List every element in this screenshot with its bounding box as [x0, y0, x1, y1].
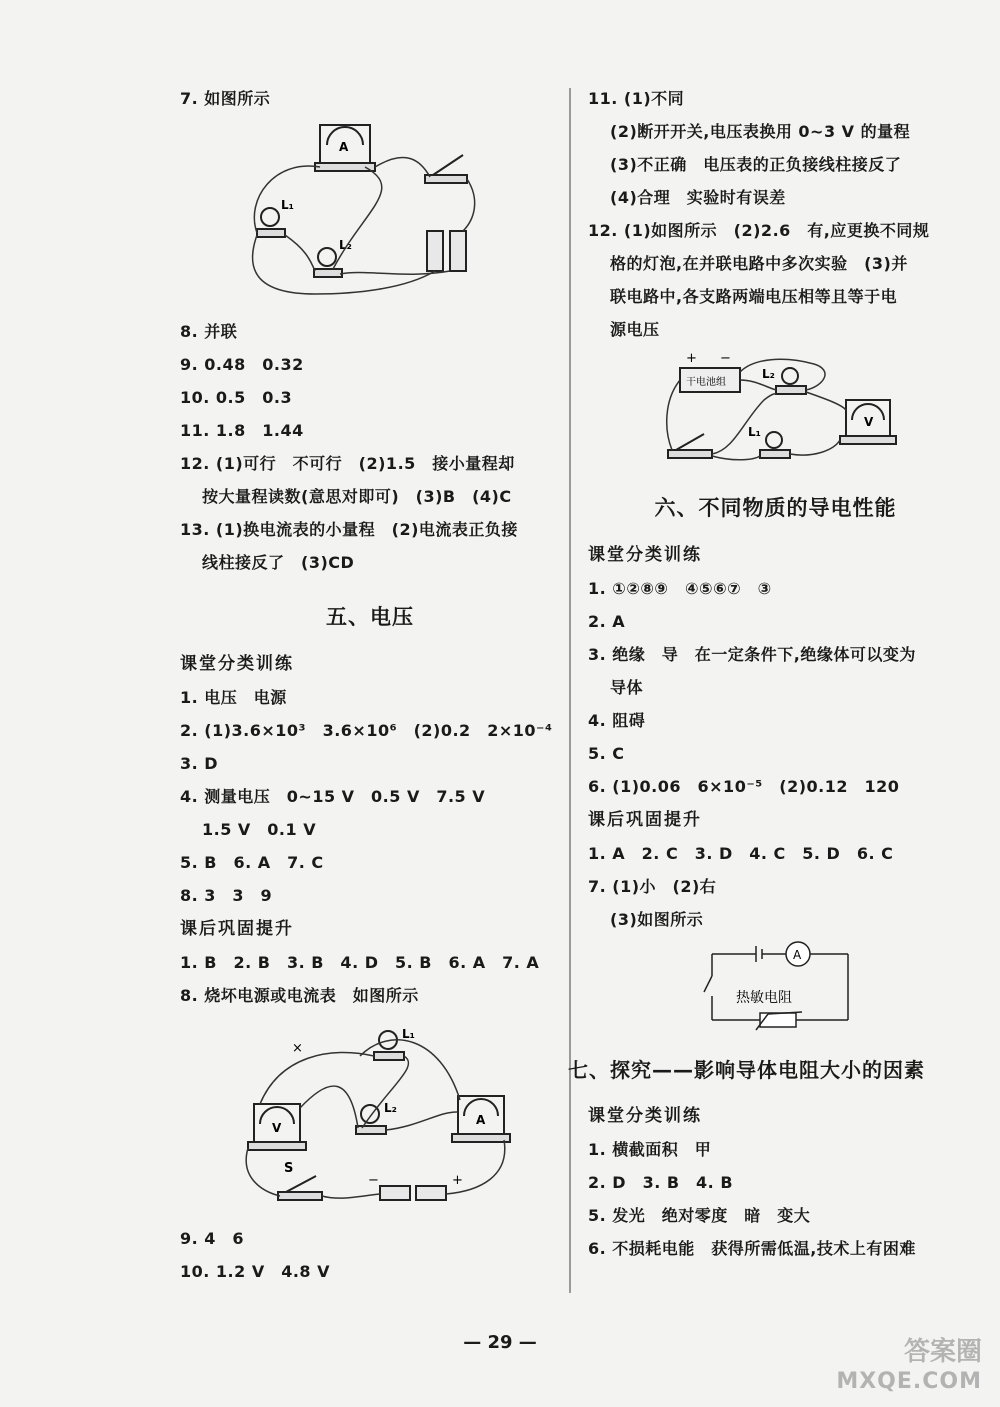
- answer-s4-line1: 4. 测量电压 0~15 V 0.5 V 7.5 V: [180, 787, 486, 806]
- answer-10: 10. 0.5 0.3: [180, 388, 293, 407]
- right-column: [568, 82, 963, 1265]
- answer-s6: 6. (1)0.06 6×10⁻⁵ (2)0.12 120: [588, 777, 900, 796]
- lamp1-label: L₁: [402, 1027, 415, 1041]
- answer-t2-4: 2. D 3. B 4. B: [588, 1173, 734, 1192]
- answer-s1: 1. 电压 电源: [180, 688, 287, 707]
- battery-box-label: 干电池组: [686, 377, 726, 388]
- column-divider: [569, 88, 571, 1293]
- answer-12-line1: 12. (1)可行 不可行 (2)1.5 接小量程却: [180, 454, 515, 473]
- answer-11-line2: (2)断开开关,电压表换用 0~3 V 的量程: [610, 122, 911, 141]
- circuit-figure-7: [235, 119, 495, 309]
- section-title-resistance-factors: 七、探究——影响导体电阻大小的因素: [568, 1058, 925, 1082]
- lamp-l1: [760, 432, 790, 458]
- answer-s4: 4. 阻碍: [588, 711, 646, 730]
- circuit-loop: [704, 946, 848, 1020]
- answer-12-line2: 格的灯泡,在并联电路中多次实验 (3)并: [610, 254, 908, 273]
- switch: [278, 1176, 322, 1200]
- answer-13-line2: 线柱接反了 (3)CD: [202, 553, 355, 572]
- answer-8: 8. 并联: [180, 322, 238, 341]
- answer-h1-7: 1. B 2. B 3. B 4. D 5. B 6. A 7. A: [180, 953, 540, 972]
- battery-plus: +: [686, 351, 697, 366]
- switch-label: S: [284, 1161, 294, 1176]
- answer-11: 11. 1.8 1.44: [180, 421, 304, 440]
- answer-s1: 1. ①②⑧⑨ ④⑤⑥⑦ ③: [588, 579, 772, 598]
- lamp-l2: [314, 248, 342, 277]
- section-title-voltage: 五、电压: [326, 605, 414, 629]
- answer-12-line4: 源电压: [610, 320, 660, 339]
- lamp2-label: L₂: [384, 1101, 397, 1115]
- lamp-l2: [356, 1105, 386, 1134]
- answer-13-line1: 13. (1)换电流表的小量程 (2)电流表正负接: [180, 520, 518, 539]
- answer-11-line4: (4)合理 实验时有误差: [610, 188, 786, 207]
- answer-s3: 3. D: [180, 754, 219, 773]
- lamp-l2: [776, 368, 806, 394]
- answer-h10: 10. 1.2 V 4.8 V: [180, 1262, 331, 1281]
- answer-t1: 1. 横截面积 甲: [588, 1140, 712, 1159]
- answer-t6: 6. 不损耗电能 获得所需低温,技术上有困难: [588, 1239, 916, 1258]
- thermistor-symbol: [756, 1012, 802, 1030]
- watermark-site: MXQE.COM: [836, 1369, 982, 1394]
- answer-11-line3: (3)不正确 电压表的正负接线柱接反了: [610, 155, 902, 174]
- answer-12-line2: 按大量程读数(意思对即可) (3)B (4)C: [202, 487, 512, 506]
- subheading-class-training: 课堂分类训练: [180, 654, 294, 674]
- answer-s2: 2. (1)3.6×10³ 3.6×10⁶ (2)0.2 2×10⁻⁴: [180, 721, 553, 740]
- switch: [668, 434, 712, 458]
- answer-9: 9. 0.48 0.32: [180, 355, 304, 374]
- battery-minus: −: [368, 1173, 379, 1188]
- lamp-l1: [257, 208, 285, 237]
- voltmeter-label: V: [272, 1121, 282, 1135]
- answer-t5: 5. 发光 绝对零度 暗 变大: [588, 1206, 811, 1225]
- ammeter-label: A: [793, 948, 802, 962]
- switch: [425, 155, 467, 183]
- answer-s2: 2. A: [588, 612, 626, 631]
- lamp2-label: L₂: [339, 238, 352, 252]
- watermark-main: 答案圈: [903, 1337, 982, 1367]
- circuit-figure-h7: [698, 940, 868, 1032]
- ammeter-label: A: [339, 140, 349, 154]
- voltmeter-label: V: [864, 415, 874, 429]
- battery-minus: −: [720, 351, 731, 366]
- answer-h1-6: 1. A 2. C 3. D 4. C 5. D 6. C: [588, 844, 894, 863]
- answer-h8: 8. 烧坏电源或电流表 如图所示: [180, 986, 419, 1005]
- watermark: [836, 1337, 982, 1397]
- subheading-class-training-2: 课堂分类训练: [588, 1106, 702, 1126]
- batteries: [427, 231, 466, 271]
- answer-12-line1: 12. (1)如图所示 (2)2.6 有,应更换不同规: [588, 221, 930, 240]
- lamp1-label: L₁: [281, 198, 294, 212]
- cross-mark: ×: [292, 1041, 303, 1056]
- subheading-after-class: 课后巩固提升: [588, 810, 702, 830]
- batteries: [380, 1186, 446, 1200]
- answer-h7-line1: 7. (1)小 (2)右: [588, 877, 717, 896]
- answer-s3-line2: 导体: [610, 678, 644, 697]
- subheading-after-class: 课后巩固提升: [180, 919, 294, 939]
- circuit-figure-h8: [240, 1016, 520, 1216]
- answer-s5-7: 5. B 6. A 7. C: [180, 853, 324, 872]
- answer-s3-line1: 3. 绝缘 导 在一定条件下,绝缘体可以变为: [588, 645, 916, 664]
- answer-11-line1: 11. (1)不同: [588, 89, 685, 108]
- circuit-figure-12: [664, 350, 904, 470]
- answer-s8: 8. 3 3 9: [180, 886, 273, 905]
- lamp1-label: L₁: [748, 425, 761, 439]
- answer-s5: 5. C: [588, 744, 625, 763]
- subheading-class-training: 课堂分类训练: [588, 545, 702, 565]
- left-column: [180, 82, 560, 1288]
- answer-s4-line2: 1.5 V 0.1 V: [202, 820, 317, 839]
- battery-plus: +: [452, 1173, 463, 1188]
- lamp2-label: L₂: [762, 367, 775, 381]
- ammeter-label: A: [476, 1113, 486, 1127]
- answer-12-line3: 联电路中,各支路两端电压相等且等于电: [610, 287, 898, 306]
- thermistor-label: 热敏电阻: [736, 990, 792, 1006]
- lamp-l1: [374, 1031, 404, 1060]
- answer-h7-line2: (3)如图所示: [610, 910, 704, 929]
- section-title-conductivity: 六、不同物质的导电性能: [654, 496, 897, 520]
- answer-7: 7. 如图所示: [180, 89, 271, 108]
- page-number: — 29 —: [463, 1332, 537, 1353]
- answer-h9: 9. 4 6: [180, 1229, 245, 1248]
